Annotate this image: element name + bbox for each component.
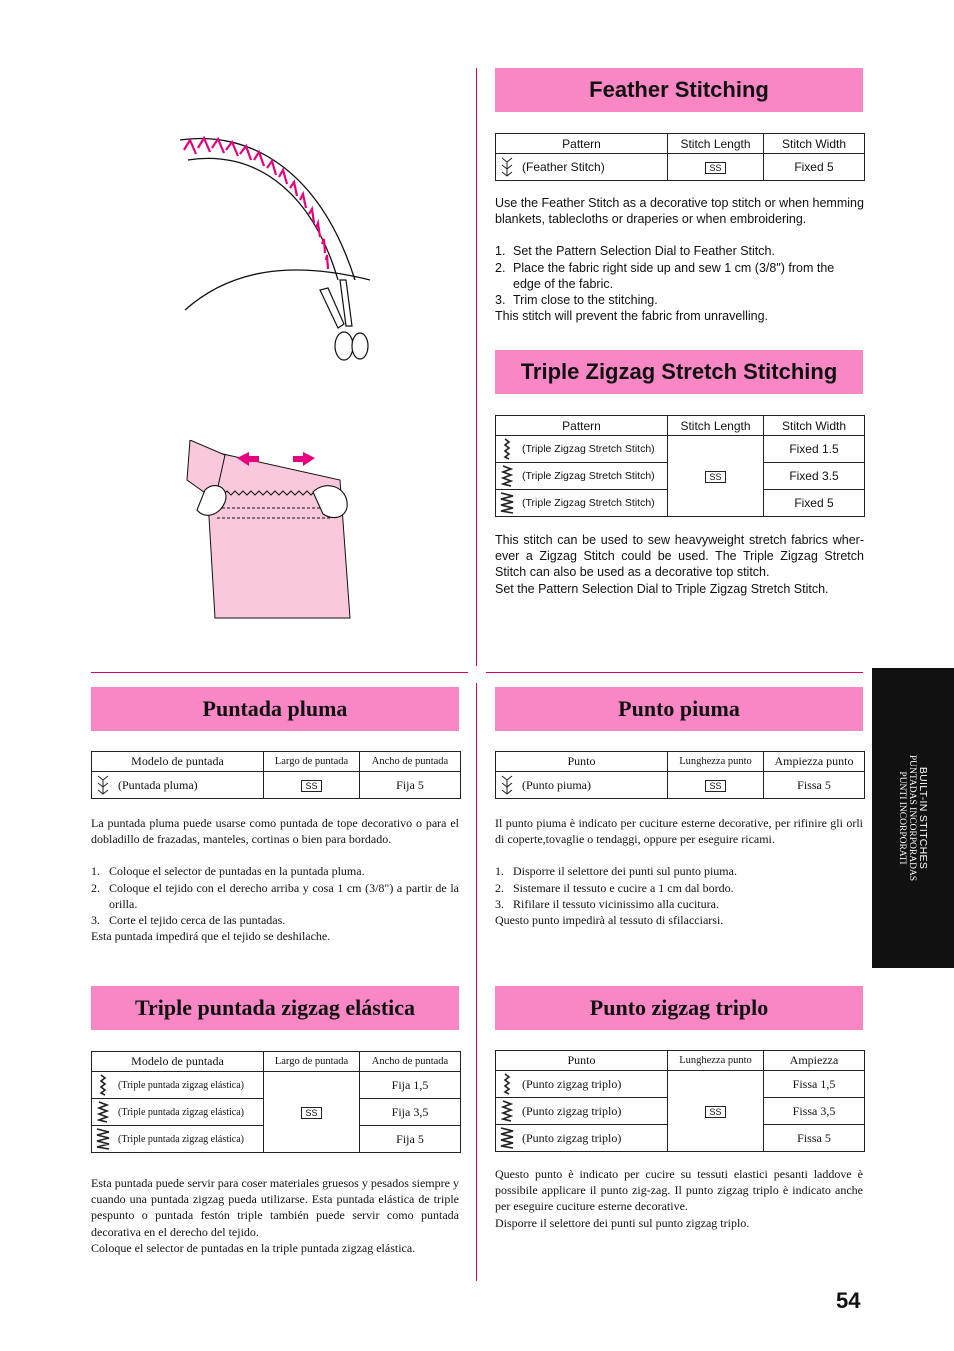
- pattern-name: (Punto zigzag triplo): [522, 1076, 622, 1091]
- para1: This stitch can be used to sew heavyweight stretch fabrics wher-ever a Zigzag Stitch could be used. The Triple Zigzag Stretch Stitch can also be used as a decorative top stitch.: [495, 533, 864, 580]
- header-stitch-length: Stitch Length: [668, 134, 764, 154]
- side-tab-italian: PUNTI INCORPORATI: [897, 771, 907, 865]
- feather-stitch-icon: [92, 774, 114, 796]
- width-cell: Fissa 3,5: [764, 1098, 865, 1125]
- triple-es-table: [91, 1051, 461, 1153]
- header-ampiezza: Ampiezza: [764, 1051, 865, 1071]
- triple-zigzag-medium-icon: [496, 465, 518, 487]
- length-cell: [668, 436, 764, 517]
- side-tab: [872, 668, 954, 968]
- pattern-name: (Triple Zigzag Stretch Stitch): [522, 443, 655, 455]
- width-cell: Fija 1,5: [360, 1072, 461, 1099]
- width-cell: Fissa 5: [764, 772, 865, 799]
- pattern-cell: [92, 1126, 264, 1153]
- triple-en-text: [495, 532, 864, 597]
- para1: Esta puntada puede servir para coser materiales gruesos y pesados siempre y cuando una puntada zigzag pueda utilizarse. Esta puntada elástica de triple pespunto o puntada festón triple también puede servir como puntada decorativa en el derecho del tejido.: [91, 1176, 459, 1239]
- stretch-stitch-illustration: [185, 440, 355, 620]
- step-2: 2. Coloque el tejido con el derecho arriba y cosa 1 cm (3/8") a partir de la orilla.: [91, 880, 459, 911]
- width-cell: Fixed 3.5: [764, 463, 865, 490]
- length-cell: [668, 154, 764, 181]
- triple-zigzag-narrow-icon: [496, 1073, 518, 1095]
- pattern-name: (Puntada pluma): [118, 777, 198, 792]
- header-punto: Punto: [496, 752, 668, 772]
- triple-en-table: [495, 415, 865, 517]
- intro: La puntada pluma puede usarse como puntada de tope decorativo o para el dobladillo de frazadas, manteles, cortinas o bien para bordado.: [91, 816, 459, 847]
- step-1: 1. Coloque el selector de puntadas en la puntada pluma.: [91, 864, 365, 879]
- ss-badge: SS: [705, 1106, 725, 1118]
- step-2: 2. Sistemare il tessuto e cucire a 1 cm dal bordo.: [495, 880, 734, 895]
- header-largo: Largo de puntada: [264, 752, 360, 772]
- step-3: 3. Trim close to the stitching.: [495, 293, 658, 308]
- triple-en-title: Triple Zigzag Stretch Stitching: [495, 350, 863, 394]
- outro: Esta puntada impedirá que el tejido se deshilache.: [91, 929, 331, 944]
- ss-badge: SS: [301, 1107, 321, 1119]
- triple-zigzag-wide-icon: [92, 1128, 114, 1150]
- pattern-name: (Punto piuma): [522, 777, 591, 792]
- triple-it-table: [495, 1050, 865, 1152]
- intro: Use the Feather Stitch as a decorative top stitch or when hemming blankets, tablecloths or draperies or when embroidering.: [495, 196, 864, 227]
- para1: Questo punto è indicato per cucire su tessuti elastici pesanti laddove è possibile applicare il punto zig-zag. Il punto zigzag triplo è indicato anche per eseguire cuciture esterne decorative.: [495, 1167, 863, 1214]
- triple-zigzag-medium-icon: [92, 1101, 114, 1123]
- pattern-cell: [92, 1072, 264, 1099]
- feather-en-text: [495, 195, 865, 324]
- pattern-cell: [92, 772, 264, 799]
- header-ancho: Ancho de puntada: [360, 1052, 461, 1072]
- feather-stitch-icon: [496, 774, 518, 796]
- triple-zigzag-narrow-icon: [92, 1074, 114, 1096]
- feather-it-text: [495, 815, 863, 928]
- feather-en-title: Feather Stitching: [495, 68, 863, 112]
- width-cell: Fissa 5: [764, 1125, 865, 1152]
- step-3: 3. Rifilare il tessuto vicinissimo alla cucitura.: [495, 896, 719, 911]
- pattern-cell: [496, 772, 668, 799]
- side-tab-spanish: PUNTADAS INCORPORADAS: [907, 754, 917, 882]
- triple-zigzag-wide-icon: [496, 1127, 518, 1149]
- length-cell: [668, 772, 764, 799]
- width-cell: Fixed 5: [764, 490, 865, 517]
- feather-it-title: Punto piuma: [495, 687, 863, 731]
- pattern-name: (Punto zigzag triplo): [522, 1130, 622, 1145]
- header-largo: Largo de puntada: [264, 1052, 360, 1072]
- pattern-cell: [496, 1071, 668, 1098]
- column-divider-top: [476, 68, 477, 666]
- pattern-cell: [496, 463, 668, 490]
- pattern-cell: [92, 1099, 264, 1126]
- width-cell: Fija 5: [360, 772, 461, 799]
- pattern-cell: [496, 154, 668, 181]
- header-lunghezza: Lunghezza punto: [668, 752, 764, 772]
- feather-es-table: [91, 751, 461, 799]
- triple-zigzag-medium-icon: [496, 1100, 518, 1122]
- pattern-name: (Triple puntada zigzag elástica): [118, 1106, 244, 1118]
- triple-es-text: [91, 1175, 459, 1256]
- outro: Questo punto impedirà al tessuto di sfilacciarsi.: [495, 913, 724, 928]
- pattern-cell: [496, 436, 668, 463]
- width-cell: Fija 3,5: [360, 1099, 461, 1126]
- pattern-cell: [496, 490, 668, 517]
- para2: Set the Pattern Selection Dial to Triple Zigzag Stretch Stitch.: [495, 581, 829, 596]
- ss-badge: SS: [705, 780, 725, 792]
- header-pattern: Pattern: [496, 416, 668, 436]
- header-modelo: Modelo de puntada: [92, 1052, 264, 1072]
- ss-badge: SS: [705, 162, 725, 174]
- feather-es-text: [91, 815, 459, 944]
- length-cell: [264, 772, 360, 799]
- header-stitch-length: Stitch Length: [668, 416, 764, 436]
- header-ancho: Ancho de puntada: [360, 752, 461, 772]
- header-modelo: Modelo de puntada: [92, 752, 264, 772]
- ss-badge: SS: [705, 471, 725, 483]
- header-punto: Punto: [496, 1051, 668, 1071]
- length-cell: [264, 1072, 360, 1153]
- step-1: 1. Disporre il selettore dei punti sul punto piuma.: [495, 864, 737, 879]
- pattern-cell: [496, 1098, 668, 1125]
- length-cell: [668, 1071, 764, 1152]
- para2: Disporre il selettore dei punti sul punto zigzag triplo.: [495, 1215, 750, 1230]
- width-cell: Fissa 1,5: [764, 1071, 865, 1098]
- feather-es-title: Puntada pluma: [91, 687, 459, 731]
- triple-zigzag-narrow-icon: [496, 438, 518, 460]
- triple-it-title: Punto zigzag triplo: [495, 986, 863, 1030]
- step-3: 3. Corte el tejido cerca de las puntadas.: [91, 913, 286, 928]
- feather-stitch-illustration: [170, 120, 385, 380]
- pattern-name: (Triple puntada zigzag elástica): [118, 1079, 244, 1091]
- section-divider-left: [91, 672, 468, 673]
- step-1: 1. Set the Pattern Selection Dial to Feather Stitch.: [495, 244, 775, 259]
- width-cell: Fija 5: [360, 1126, 461, 1153]
- ss-badge: SS: [301, 780, 321, 792]
- outro: This stitch will prevent the fabric from unravelling.: [495, 309, 769, 324]
- side-tab-english: BUILT-IN STITCHES: [917, 766, 929, 870]
- feather-it-table: [495, 751, 865, 799]
- column-divider-bottom: [476, 683, 477, 1281]
- step-2: 2. Place the fabric right side up and sew 1 cm (3/8") from the edge of the fabric.: [495, 260, 835, 291]
- header-pattern: Pattern: [496, 134, 668, 154]
- pattern-name: (Triple Zigzag Stretch Stitch): [522, 497, 655, 509]
- header-lunghezza: Lunghezza punto: [668, 1051, 764, 1071]
- pattern-name: (Feather Stitch): [522, 160, 605, 174]
- feather-stitch-icon: [496, 156, 518, 178]
- feather-en-table: [495, 133, 865, 181]
- header-stitch-width: Stitch Width: [764, 416, 865, 436]
- triple-zigzag-wide-icon: [496, 492, 518, 514]
- header-ampiezza: Ampiezza punto: [764, 752, 865, 772]
- section-divider-right: [486, 672, 863, 673]
- pattern-name: (Punto zigzag triplo): [522, 1103, 622, 1118]
- triple-it-text: [495, 1166, 863, 1231]
- pattern-name: (Triple Zigzag Stretch Stitch): [522, 470, 655, 482]
- intro: Il punto piuma è indicato per cuciture esterne decorative, per rifinire gli orli di coperte,tovaglie o tendaggi, oppure per eseguire ricami.: [495, 816, 863, 847]
- pattern-name: (Triple puntada zigzag elástica): [118, 1133, 244, 1145]
- pattern-cell: [496, 1125, 668, 1152]
- header-stitch-width: Stitch Width: [764, 134, 865, 154]
- width-cell: Fixed 1.5: [764, 436, 865, 463]
- para2: Coloque el selector de puntadas en la triple puntada zigzag elástica.: [91, 1240, 416, 1255]
- page-number: 54: [836, 1288, 861, 1313]
- triple-es-title: Triple puntada zigzag elástica: [91, 986, 459, 1030]
- width-cell: Fixed 5: [764, 154, 865, 181]
